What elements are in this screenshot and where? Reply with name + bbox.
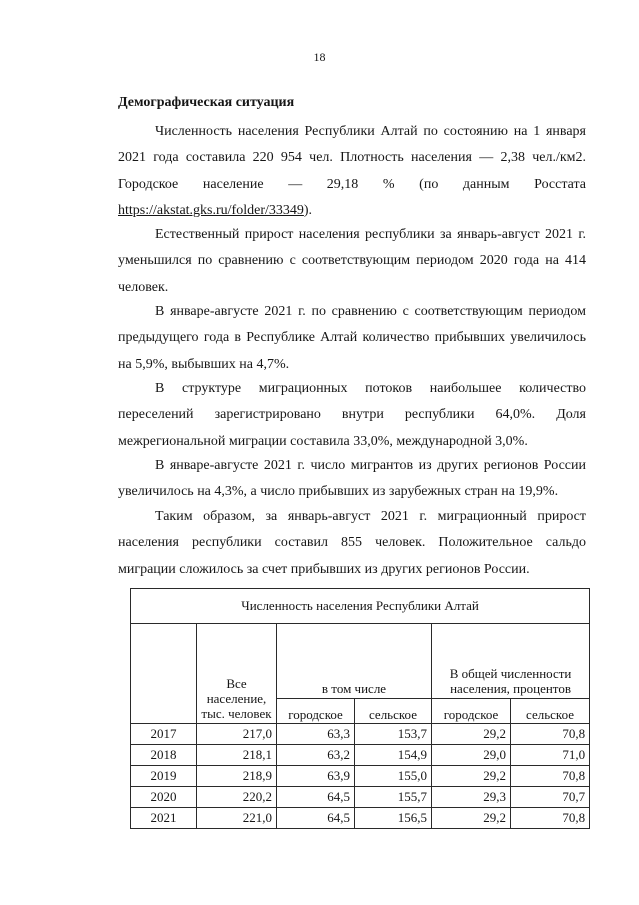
urban-pct-cell: 29,0	[432, 745, 511, 766]
paragraph-natural-growth: Естественный прирост населения республики за январь-август 2021 г. уменьшился по сравнению с соответствующим периодом 2020 года на 414 человек.	[118, 227, 586, 295]
all-cell: 217,0	[197, 724, 277, 745]
year-cell: 2021	[131, 808, 197, 829]
urban-pct-cell: 29,2	[432, 724, 511, 745]
paragraph-population-text: Численность населения Республики Алтай по состоянию на 1 января 2021 года составила 220 954 чел. Плотность населения — 2,38 чел./км2. Городское население — 29,18 % (по данным Росстата	[118, 124, 586, 192]
table-row	[131, 766, 590, 787]
all-cell: 218,1	[197, 745, 277, 766]
rural-cell: 155,7	[355, 787, 432, 808]
year-cell: 2018	[131, 745, 197, 766]
rural-cell: 155,0	[355, 766, 432, 787]
urban-cell: 63,3	[277, 724, 355, 745]
header-all-population: Все население, тыс. человек	[197, 624, 277, 724]
urban-cell: 63,2	[277, 745, 355, 766]
table-row	[131, 787, 590, 808]
urban-cell: 63,9	[277, 766, 355, 787]
rural-pct-cell: 70,8	[511, 808, 590, 829]
rural-cell: 154,9	[355, 745, 432, 766]
year-cell: 2020	[131, 787, 197, 808]
all-cell: 220,2	[197, 787, 277, 808]
paragraph-population	[118, 119, 586, 224]
section-heading: Демографическая ситуация	[118, 95, 295, 110]
urban-cell: 64,5	[277, 787, 355, 808]
year-cell: 2019	[131, 766, 197, 787]
year-cell: 2017	[131, 724, 197, 745]
table-row	[131, 808, 590, 829]
header-urban-pct: городское	[432, 699, 511, 724]
urban-cell: 64,5	[277, 808, 355, 829]
rural-pct-cell: 70,7	[511, 787, 590, 808]
rosstat-link[interactable]: https://akstat.gks.ru/folder/33349	[118, 202, 304, 218]
all-cell: 221,0	[197, 808, 277, 829]
header-including: в том числе	[277, 624, 432, 699]
rural-pct-cell: 70,8	[511, 724, 590, 745]
header-rural: сельское	[355, 699, 432, 724]
urban-pct-cell: 29,3	[432, 787, 511, 808]
rural-pct-cell: 70,8	[511, 766, 590, 787]
urban-pct-cell: 29,2	[432, 766, 511, 787]
paragraph-migration-structure: В структуре миграционных потоков наибольшее количество переселений зарегистрировано внутри республики 64,0%. Доля межрегиональной миграции составила 33,0%, международной 3,0%.	[118, 381, 586, 449]
paragraph-migrants: В январе-августе 2021 г. число мигрантов из других регионов России увеличилось на 4,3%, а число прибывших из зарубежных стран на 19,9%.	[118, 458, 586, 500]
page-number: 18	[313, 50, 326, 64]
header-rural-pct: сельское	[511, 699, 590, 724]
header-share: В общей численности населения, процентов	[432, 624, 590, 699]
paragraph-population-end: ).	[303, 202, 313, 218]
rural-cell: 153,7	[355, 724, 432, 745]
table-row	[131, 745, 590, 766]
table-title: Численность населения Республики Алтай	[131, 589, 590, 624]
paragraph-arrivals: В январе-августе 2021 г. по сравнению с соответствующим периодом предыдущего года в Республике Алтай количество прибывших увеличилось на 5,9%, выбывших на 4,7%.	[118, 304, 586, 372]
table-row	[131, 724, 590, 745]
population-table	[130, 588, 590, 829]
paragraph-migration-growth: Таким образом, за январь-август 2021 г. миграционный прирост населения республики составил 855 человек. Положительное сальдо миграции сложилось за счет прибывших из других регионов России.	[118, 509, 586, 577]
header-year-cell	[131, 624, 197, 724]
all-cell: 218,9	[197, 766, 277, 787]
urban-pct-cell: 29,2	[432, 808, 511, 829]
rural-pct-cell: 71,0	[511, 745, 590, 766]
rural-cell: 156,5	[355, 808, 432, 829]
header-urban: городское	[277, 699, 355, 724]
